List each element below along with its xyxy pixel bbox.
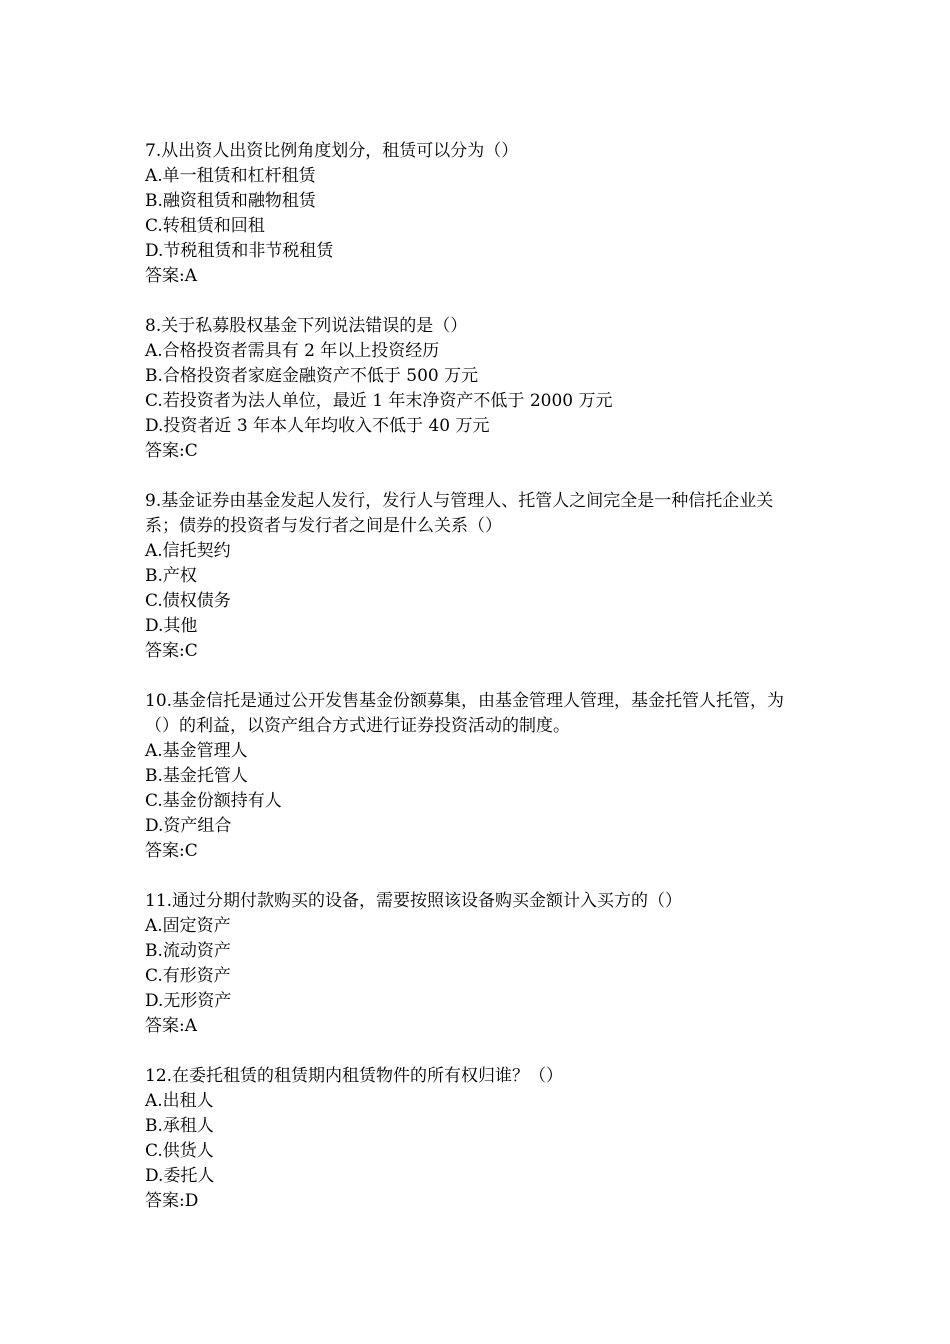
- option-a: A.合格投资者需具有 2 年以上投资经历: [145, 341, 440, 361]
- option-d: D.委托人: [145, 1166, 215, 1186]
- question-10: [145, 689, 815, 864]
- option-a: A.单一租赁和杠杆租赁: [145, 166, 316, 186]
- option-d: D.无形资产: [145, 991, 232, 1011]
- answer-line: 答案:C: [145, 841, 198, 861]
- question-7: [145, 139, 815, 289]
- question-stem: 9.基金证券由基金发起人发行，发行人与管理人、托管人之间完全是一种信托企业关系；债券的投资者与发行者之间是什么关系（）: [145, 491, 774, 536]
- option-c: C.若投资者为法人单位，最近 1 年末净资产不低于 2000 万元: [145, 391, 613, 411]
- question-12: [145, 1064, 815, 1214]
- question-stem: 12.在委托租赁的租赁期内租赁物件的所有权归谁？（）: [145, 1066, 564, 1086]
- option-a: A.出租人: [145, 1091, 214, 1111]
- option-a: A.信托契约: [145, 541, 231, 561]
- question-11: [145, 889, 815, 1039]
- option-c: C.有形资产: [145, 966, 231, 986]
- option-c: C.供货人: [145, 1141, 214, 1161]
- answer-line: 答案:C: [145, 441, 198, 461]
- option-b: B.产权: [145, 566, 197, 586]
- answer-line: 答案:A: [145, 1016, 198, 1036]
- option-d: D.投资者近 3 年本人年均收入不低于 40 万元: [145, 416, 490, 436]
- question-stem: 8.关于私募股权基金下列说法错误的是（）: [145, 316, 468, 336]
- option-a: A.固定资产: [145, 916, 231, 936]
- option-c: C.转租赁和回租: [145, 216, 265, 236]
- document-page: [145, 139, 815, 1239]
- option-b: B.基金托管人: [145, 766, 248, 786]
- option-d: D.资产组合: [145, 816, 232, 836]
- question-8: [145, 314, 815, 464]
- question-stem: 7.从出资人出资比例角度划分，租赁可以分为（）: [145, 141, 519, 161]
- option-b: B.融资租赁和融物租赁: [145, 191, 316, 211]
- option-c: C.债权债务: [145, 591, 231, 611]
- option-b: B.流动资产: [145, 941, 231, 961]
- question-9: [145, 489, 815, 664]
- answer-line: 答案:D: [145, 1191, 199, 1211]
- option-b: B.合格投资者家庭金融资产不低于 500 万元: [145, 366, 479, 386]
- option-c: C.基金份额持有人: [145, 791, 282, 811]
- option-d: D.其他: [145, 616, 198, 636]
- answer-line: 答案:A: [145, 266, 198, 286]
- option-a: A.基金管理人: [145, 741, 248, 761]
- option-d: D.节税租赁和非节税租赁: [145, 241, 334, 261]
- question-stem: 10.基金信托是通过公开发售基金份额募集，由基金管理人管理，基金托管人托管，为（）的利益，以资产组合方式进行证券投资活动的制度。: [145, 691, 785, 736]
- option-b: B.承租人: [145, 1116, 214, 1136]
- answer-line: 答案:C: [145, 641, 198, 661]
- question-stem: 11.通过分期付款购买的设备，需要按照该设备购买金额计入买方的（）: [145, 891, 683, 911]
